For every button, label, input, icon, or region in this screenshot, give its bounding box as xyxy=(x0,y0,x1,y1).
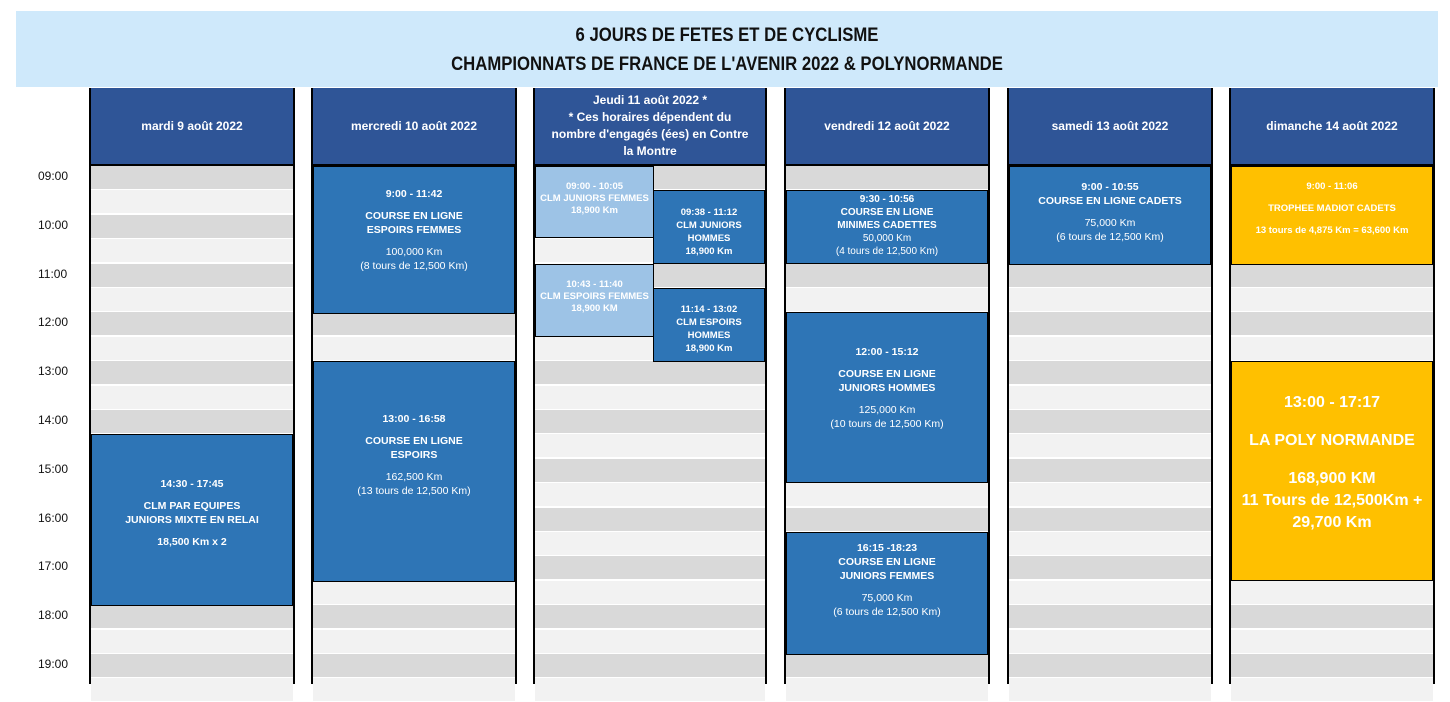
time-label: 16:00 xyxy=(38,511,69,525)
event-time: 13:00 - 16:58 xyxy=(382,413,446,425)
day-column-thursday xyxy=(533,88,767,684)
grid-cell xyxy=(786,264,988,288)
time-label: 19:00 xyxy=(38,657,69,671)
event-name: CLM ESPOIRS FEMMES xyxy=(540,291,649,302)
day-header: mercredi 10 août 2022 xyxy=(313,88,515,166)
grid-cell xyxy=(91,654,293,678)
event-time: 16:15 -18:23 xyxy=(856,542,918,554)
grid-cell xyxy=(91,166,293,190)
time-label: 12:00 xyxy=(38,315,69,329)
grid-cell xyxy=(535,508,765,532)
time-label: 11:00 xyxy=(38,267,68,281)
grid-cell xyxy=(1009,386,1211,410)
grid-cell xyxy=(313,630,515,654)
event-name: CLM JUNIORS HOMMES xyxy=(676,220,742,244)
time-label: 14:00 xyxy=(38,413,69,427)
grid-cell xyxy=(91,678,293,702)
event-laps: 29,700 Km xyxy=(1292,514,1372,531)
event-time: 9:00 - 10:55 xyxy=(1081,181,1139,193)
event-name: MINIMES CADETTES xyxy=(837,220,937,231)
grid-cell xyxy=(313,581,515,605)
event-time: 9:30 - 10:56 xyxy=(859,194,915,205)
grid-cell xyxy=(1231,264,1433,288)
day-header: mardi 9 août 2022 xyxy=(91,88,293,166)
event-block-clm-equipes xyxy=(91,434,293,606)
event-time: 13:00 - 17:17 xyxy=(1283,394,1381,411)
grid-cell xyxy=(535,605,765,629)
event-laps: (6 tours de 12,500 Km) xyxy=(833,606,941,618)
grid-cell xyxy=(1009,532,1211,556)
grid-cell xyxy=(786,288,988,312)
event-block-juniors-hommes xyxy=(786,312,988,483)
day-column-friday xyxy=(784,88,990,684)
event-distance: 18,900 Km xyxy=(685,343,733,354)
event-distance: 18,900 Km xyxy=(570,205,618,216)
grid-cell xyxy=(1009,678,1211,702)
event-time: 9:00 - 11:06 xyxy=(1306,181,1358,192)
grid-cell xyxy=(1231,337,1433,361)
event-name: COURSE EN LIGNE xyxy=(365,210,463,222)
event-block-clm-espoirs-hommes xyxy=(653,288,765,362)
event-distance: 168,900 KM xyxy=(1288,470,1376,487)
event-name: JUNIORS FEMMES xyxy=(839,570,935,582)
grid-cell xyxy=(535,386,765,410)
event-distance: 100,000 Km xyxy=(385,246,443,258)
grid-cell xyxy=(91,264,293,288)
grid-cell xyxy=(1231,581,1433,605)
time-label: 09:00 xyxy=(38,169,69,183)
time-label: 10:00 xyxy=(38,218,69,232)
event-block-poly-normande xyxy=(1231,361,1433,581)
grid-cell xyxy=(1009,508,1211,532)
event-name: CLM JUNIORS FEMMES xyxy=(540,193,649,204)
grid-cell xyxy=(1231,288,1433,312)
grid-cell xyxy=(1009,581,1211,605)
event-distance: 18,500 Km x 2 xyxy=(157,536,227,548)
time-label: 15:00 xyxy=(38,462,69,476)
grid-cell xyxy=(535,678,765,702)
grid-cell xyxy=(786,654,988,678)
event-name: CLM PAR EQUIPES JUNIORS MIXTE EN RELAI xyxy=(125,500,259,526)
grid-cell xyxy=(1009,605,1211,629)
grid-cell xyxy=(535,556,765,580)
page-title-line2: CHAMPIONNATS DE FRANCE DE L'AVENIR 2022 & POLYNORMANDE xyxy=(451,54,1003,75)
grid-cell xyxy=(91,239,293,263)
event-block-clm-juniors-femmes xyxy=(535,166,654,238)
grid-cell xyxy=(1009,264,1211,288)
event-name: CLM ESPOIRS HOMMES xyxy=(676,317,742,341)
grid-cell xyxy=(535,434,765,458)
day-column-tuesday xyxy=(89,88,295,684)
grid-cell xyxy=(535,410,765,434)
day-header: vendredi 12 août 2022 xyxy=(786,88,988,166)
event-time: 09:38 - 11:12 xyxy=(680,207,738,218)
event-time: 9:00 - 11:42 xyxy=(385,188,443,200)
day-header-title: Jeudi 11 août 2022 * xyxy=(592,93,708,107)
grid-cell xyxy=(1009,288,1211,312)
event-laps: (4 tours de 12,500 Km) xyxy=(835,246,939,257)
event-distance: 125,000 Km xyxy=(858,404,916,416)
grid-cell xyxy=(535,459,765,483)
day-header xyxy=(535,88,765,166)
day-column-wednesday xyxy=(311,88,517,684)
grid-cell xyxy=(535,532,765,556)
day-header: samedi 13 août 2022 xyxy=(1009,88,1211,166)
event-time: 14:30 - 17:45 xyxy=(160,478,224,490)
grid-cell xyxy=(91,605,293,629)
grid-cell xyxy=(313,312,515,336)
event-laps: (10 tours de 12,500 Km) xyxy=(830,418,944,430)
grid-cell xyxy=(1231,678,1433,702)
event-block-clm-juniors-hommes xyxy=(653,190,765,264)
day-header-note: * Ces horaires dépendent du nombre d'engagés (ées) en Contre la Montre xyxy=(551,110,749,158)
grid-cell xyxy=(786,678,988,702)
event-laps: (13 tours de 12,500 Km) xyxy=(357,485,471,497)
grid-cell xyxy=(786,166,988,190)
grid-cell xyxy=(1009,361,1211,385)
event-name: JUNIORS HOMMES xyxy=(838,382,936,394)
grid-cell xyxy=(1009,556,1211,580)
event-block-juniors-femmes xyxy=(786,532,988,655)
event-distance: 13 tours de 4,875 Km = 63,600 Km xyxy=(1255,225,1409,236)
grid-cell xyxy=(1231,654,1433,678)
event-name: COURSE EN LIGNE CADETS xyxy=(1038,195,1182,207)
grid-cell xyxy=(535,361,765,385)
grid-cell xyxy=(313,678,515,702)
event-time: 12:00 - 15:12 xyxy=(855,346,919,358)
grid-cell xyxy=(313,337,515,361)
event-distance: 75,000 Km xyxy=(1084,217,1136,229)
grid-cell xyxy=(1009,654,1211,678)
grid-cell xyxy=(91,288,293,312)
event-distance: 50,000 Km xyxy=(862,233,912,244)
grid-cell xyxy=(535,581,765,605)
grid-cell xyxy=(535,630,765,654)
event-block-clm-espoirs-femmes xyxy=(535,264,654,337)
event-distance: 75,000 Km xyxy=(861,592,913,604)
page-title-line1: 6 JOURS DE FETES ET DE CYCLISME xyxy=(575,25,879,46)
event-name: COURSE EN LIGNE xyxy=(840,207,934,218)
grid-cell xyxy=(1231,605,1433,629)
event-name: COURSE EN LIGNE xyxy=(365,435,463,447)
event-name: ESPOIRS FEMMES xyxy=(366,224,462,236)
time-label: 17:00 xyxy=(38,559,69,573)
event-distance: 162,500 Km xyxy=(385,471,443,483)
grid-cell xyxy=(91,312,293,336)
grid-cell xyxy=(535,483,765,507)
event-laps: (6 tours de 12,500 Km) xyxy=(1056,231,1164,243)
event-laps: (8 tours de 12,500 Km) xyxy=(360,260,468,272)
event-distance: 18,900 Km xyxy=(685,246,733,257)
time-label: 18:00 xyxy=(38,608,69,622)
event-block-espoirs xyxy=(313,361,515,582)
grid-cell xyxy=(91,630,293,654)
event-name: ESPOIRS xyxy=(390,449,438,461)
time-label: 13:00 xyxy=(38,364,69,378)
grid-cell xyxy=(313,605,515,629)
grid-cell xyxy=(1009,434,1211,458)
grid-cell xyxy=(91,361,293,385)
grid-cell xyxy=(786,483,988,507)
grid-cell xyxy=(1009,459,1211,483)
title-band xyxy=(16,11,1438,87)
event-time: 10:43 - 11:40 xyxy=(566,279,623,290)
day-header: dimanche 14 août 2022 xyxy=(1231,88,1433,166)
event-distance: 18,900 KM xyxy=(571,303,618,314)
event-name: COURSE EN LIGNE xyxy=(838,368,936,380)
event-block-cadets xyxy=(1009,166,1211,265)
event-block-minimes-cadettes xyxy=(786,190,988,264)
grid-cell xyxy=(1009,630,1211,654)
grid-cell xyxy=(1009,312,1211,336)
event-name: LA POLY NORMANDE xyxy=(1249,432,1415,449)
event-name: COURSE EN LIGNE xyxy=(838,556,936,568)
grid-cell xyxy=(91,410,293,434)
grid-cell xyxy=(91,215,293,239)
grid-cell xyxy=(535,654,765,678)
event-block-trophee-madiot xyxy=(1231,166,1433,265)
grid-cell xyxy=(1231,312,1433,336)
event-time: 09:00 - 10:05 xyxy=(565,181,624,192)
day-column-sunday xyxy=(1229,88,1435,684)
event-laps: 11 Tours de 12,500Km + xyxy=(1241,492,1423,509)
grid-cell xyxy=(91,386,293,410)
grid-cell xyxy=(91,190,293,214)
event-name: TROPHEE MADIOT CADETS xyxy=(1268,203,1396,214)
day-column-saturday xyxy=(1007,88,1213,684)
event-block-espoirs-femmes xyxy=(313,166,515,314)
grid-cell xyxy=(313,654,515,678)
grid-cell xyxy=(1009,410,1211,434)
grid-cell xyxy=(91,337,293,361)
grid-cell xyxy=(1009,483,1211,507)
event-time: 11:14 - 13:02 xyxy=(680,304,738,315)
grid-cell xyxy=(1231,630,1433,654)
grid-cell xyxy=(1009,337,1211,361)
grid-cell xyxy=(786,508,988,532)
